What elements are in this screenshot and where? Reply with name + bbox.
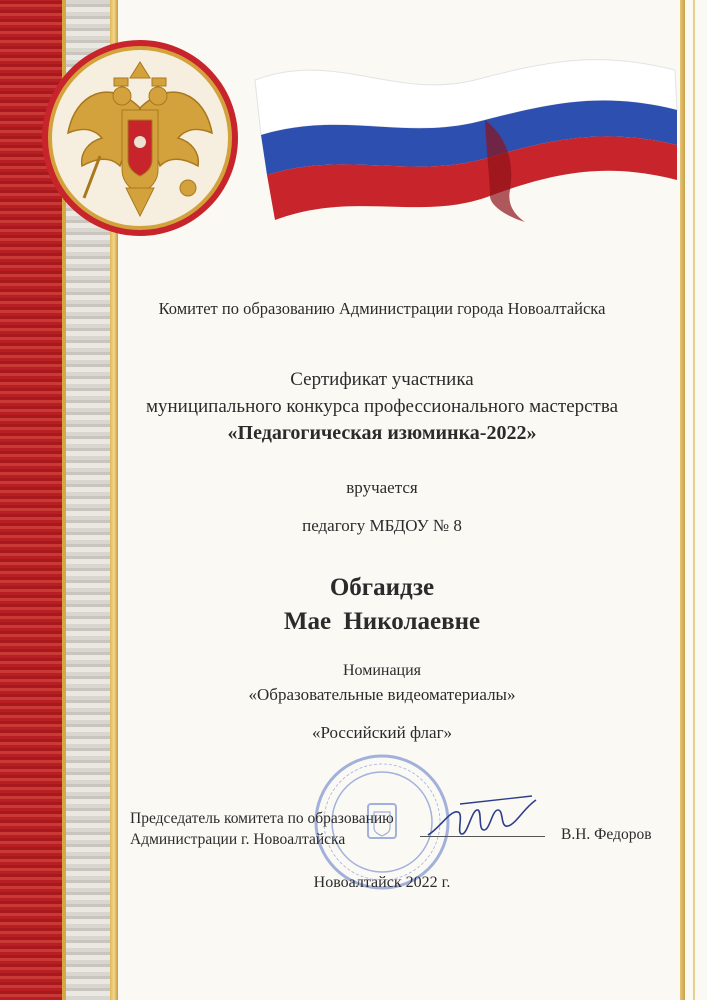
city-and-year: Новоалтайск 2022 г. — [313, 874, 451, 891]
issuer-committee: Комитет по образованию Администрации города Новоалтайска — [158, 299, 606, 318]
russian-coat-of-arms-icon — [40, 38, 240, 238]
recipient-given-name: Мае Николаевне — [283, 608, 481, 635]
certificate-title-line1: Сертификат участника — [290, 369, 474, 390]
recipient-role: педагогу МБДОУ № 8 — [302, 516, 462, 535]
certificate-title — [122, 366, 642, 420]
awarded-text: вручается — [346, 478, 418, 497]
signatory-position-line2: Администрации г. Новоалтайска — [130, 831, 346, 848]
nomination-label: Номинация — [342, 662, 422, 679]
certificate-title-line2: муниципального конкурса профессионального мастерства — [145, 396, 619, 417]
signature-line — [420, 836, 545, 837]
work-title: «Российский флаг» — [311, 723, 453, 742]
signature-mark — [420, 790, 540, 850]
decorative-right-border-thin — [693, 0, 695, 1000]
contest-name: «Педагогическая изюминка-2022» — [227, 422, 537, 444]
signatory-name: В.Н. Федоров — [561, 826, 652, 843]
russian-flag-icon — [215, 40, 685, 240]
signatory-position — [130, 808, 394, 850]
signatory-position-line1: Председатель комитета по образованию — [130, 810, 394, 827]
recipient-surname: Обгаидзе — [329, 574, 435, 601]
nomination-title: «Образовательные видеоматериалы» — [248, 685, 516, 704]
